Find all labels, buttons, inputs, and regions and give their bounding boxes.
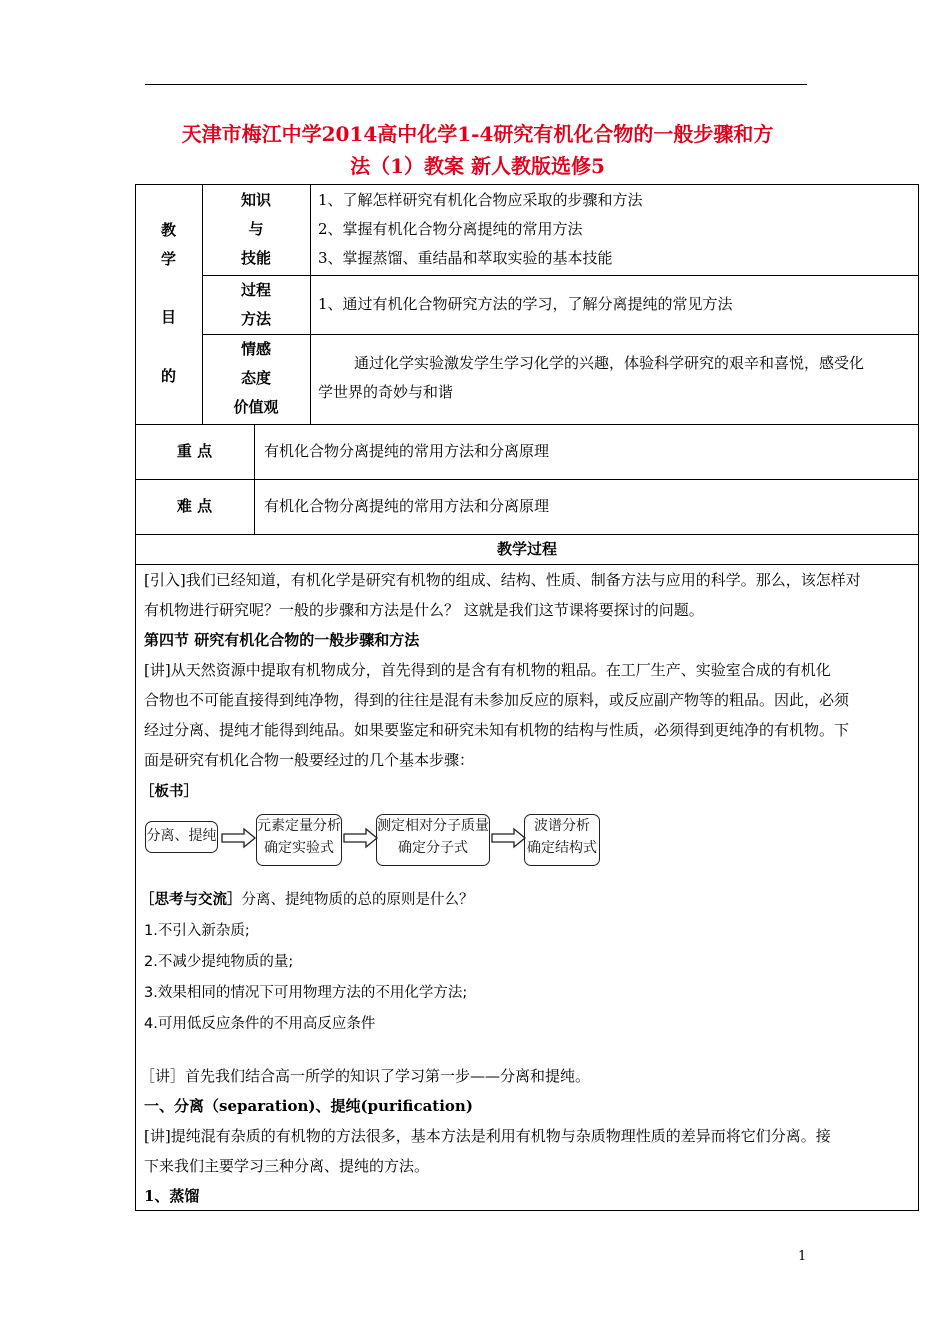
think-question: 分离、提纯物质的总的原则是什么？ [241,892,474,908]
principle-item: 3.效果相同的情况下可用物理方法的不用化学方法; [144,985,468,1001]
arrow-right-icon [342,826,380,850]
key-point-label: 重 点 [176,442,213,460]
key-point-text: 有机化合物分离提纯的常用方法和分离原理 [264,442,550,460]
flow-step-text: 分离、提纯 [146,828,217,844]
section-char: 教 [160,221,176,239]
flow-step-separation [145,821,218,853]
objective-item: 2、掌握有机化合物分离提纯的常用方法 [318,220,583,238]
method-distillation: 1、蒸馏 [144,1187,200,1205]
page-number: 1 [798,1249,807,1264]
title-line-1: 天津市梅江中学2014高中化学1-4研究有机化合物的一般步骤和方 [181,122,774,146]
paragraph-line: 下来我们主要学习三种分离、提纯的方法。 [144,1157,430,1175]
paragraph-line: [讲]提纯混有杂质的有机物的方法很多，基本方法是利用有机物与杂质物理性质的差异而将它们分离。接 [144,1127,831,1145]
label-line: 与 [248,220,264,238]
label-line: 态度 [240,369,271,387]
paragraph-line: [引入]我们已经知道，有机化学是研究有机物的组成、结构、性质、制备方法与应用的科学。那么，该怎样对 [144,571,861,589]
grid-line [135,479,919,480]
paragraph-line: [讲]从天然资源中提取有机物成分，首先得到的是含有有机物的粗品。在工厂生产、实验室合成的有机化 [144,661,831,679]
paragraph-line: 有机物进行研究呢？一般的步骤和方法是什么？ 这就是我们这节课将要探讨的问题。 [144,601,704,619]
label-line: 知识 [240,191,271,209]
objectives-section-label [135,216,202,274]
flow-step-spectral-analysis [524,814,600,866]
label-line: 方法 [240,310,271,328]
objective-item: 学世界的奇妙与和谐 [318,383,454,401]
objectives-section-label [135,362,202,391]
document-title [135,118,820,182]
objective-label-process [202,276,310,334]
flow-step-molecular-mass [376,814,490,866]
label-line: 技能 [240,249,271,267]
paragraph-line: 合物也不可能直接得到纯净物，得到的往往是混有未参加反应的原料，或反应副产物等的粗品。因此，必须 [144,691,850,709]
flow-step-text: 波谱分析 [534,818,590,834]
label-line: 价值观 [233,398,279,416]
flow-step-text: 测定相对分子质量 [377,818,489,834]
section-heading: 第四节 研究有机化合物的一般步骤和方法 [144,631,420,649]
header-rule [145,84,807,85]
objective-items-process [318,290,733,319]
title-line-2: 法（1）教案 新人教版选修5 [350,154,605,178]
flow-step-text: 确定结构式 [527,840,597,856]
section-char: 学 [160,250,176,268]
difficult-point-label: 难 点 [176,497,213,515]
principle-item: 4.可用低反应条件的不用高反应条件 [144,1016,376,1032]
objective-label-knowledge [202,186,310,273]
arrow-right-icon [490,826,528,850]
objective-items-knowledge [318,186,643,273]
intro-paragraph [144,565,914,625]
grid-line [135,424,919,425]
objectives-section-label [135,303,202,332]
objective-item: 通过化学实验激发学生学习化学的兴趣，体验科学研究的艰辛和喜悦，感受化 [354,354,865,372]
process-header: 教学过程 [496,540,557,558]
grid-line [310,184,311,424]
objective-item: 1、通过有机化合物研究方法的学习，了解分离提纯的常见方法 [318,295,733,313]
flow-step-elemental-analysis [256,814,342,866]
lecture-paragraph-1 [144,655,914,775]
lecture-paragraph-2: ［讲］首先我们结合高一所学的知识了学习第一步——分离和提纯。 [140,1067,591,1085]
lecture-paragraph-3 [144,1121,914,1181]
section-char: 目 [160,308,176,326]
flow-step-text: 确定分子式 [398,840,468,856]
objective-item: 1、了解怎样研究有机化合物应采取的步骤和方法 [318,191,643,209]
section-char: 的 [160,367,176,385]
paragraph-line: 面是研究有机化合物一般要经过的几个基本步骤： [144,751,475,769]
paragraph-line: 经过分离、提纯才能得到纯品。如果要鉴定和研究未知有机物的结构与性质，必须得到更纯净的有机物。下 [144,721,850,739]
difficult-point-text: 有机化合物分离提纯的常用方法和分离原理 [264,497,550,515]
board-label: ［板书］ [140,784,198,800]
principle-item: 2.不减少提纯物质的量; [144,954,294,970]
think-discuss [140,885,910,915]
principle-item: 1.不引入新杂质; [144,923,250,939]
arrow-right-icon [220,826,258,850]
label-line: 情感 [240,340,271,358]
flow-step-text: 确定实验式 [264,840,334,856]
label-line: 过程 [240,281,271,299]
objective-items-attitude [318,349,916,407]
objective-item: 3、掌握蒸馏、重结晶和萃取实验的基本技能 [318,249,613,267]
flow-step-text: 元素定量分析 [257,818,341,834]
objective-label-attitude [202,335,310,422]
think-label: ［思考与交流］ [140,892,242,908]
principles-list [144,916,914,1040]
subheading-separation: 一、分离（separation)、提纯(purification) [144,1097,473,1115]
